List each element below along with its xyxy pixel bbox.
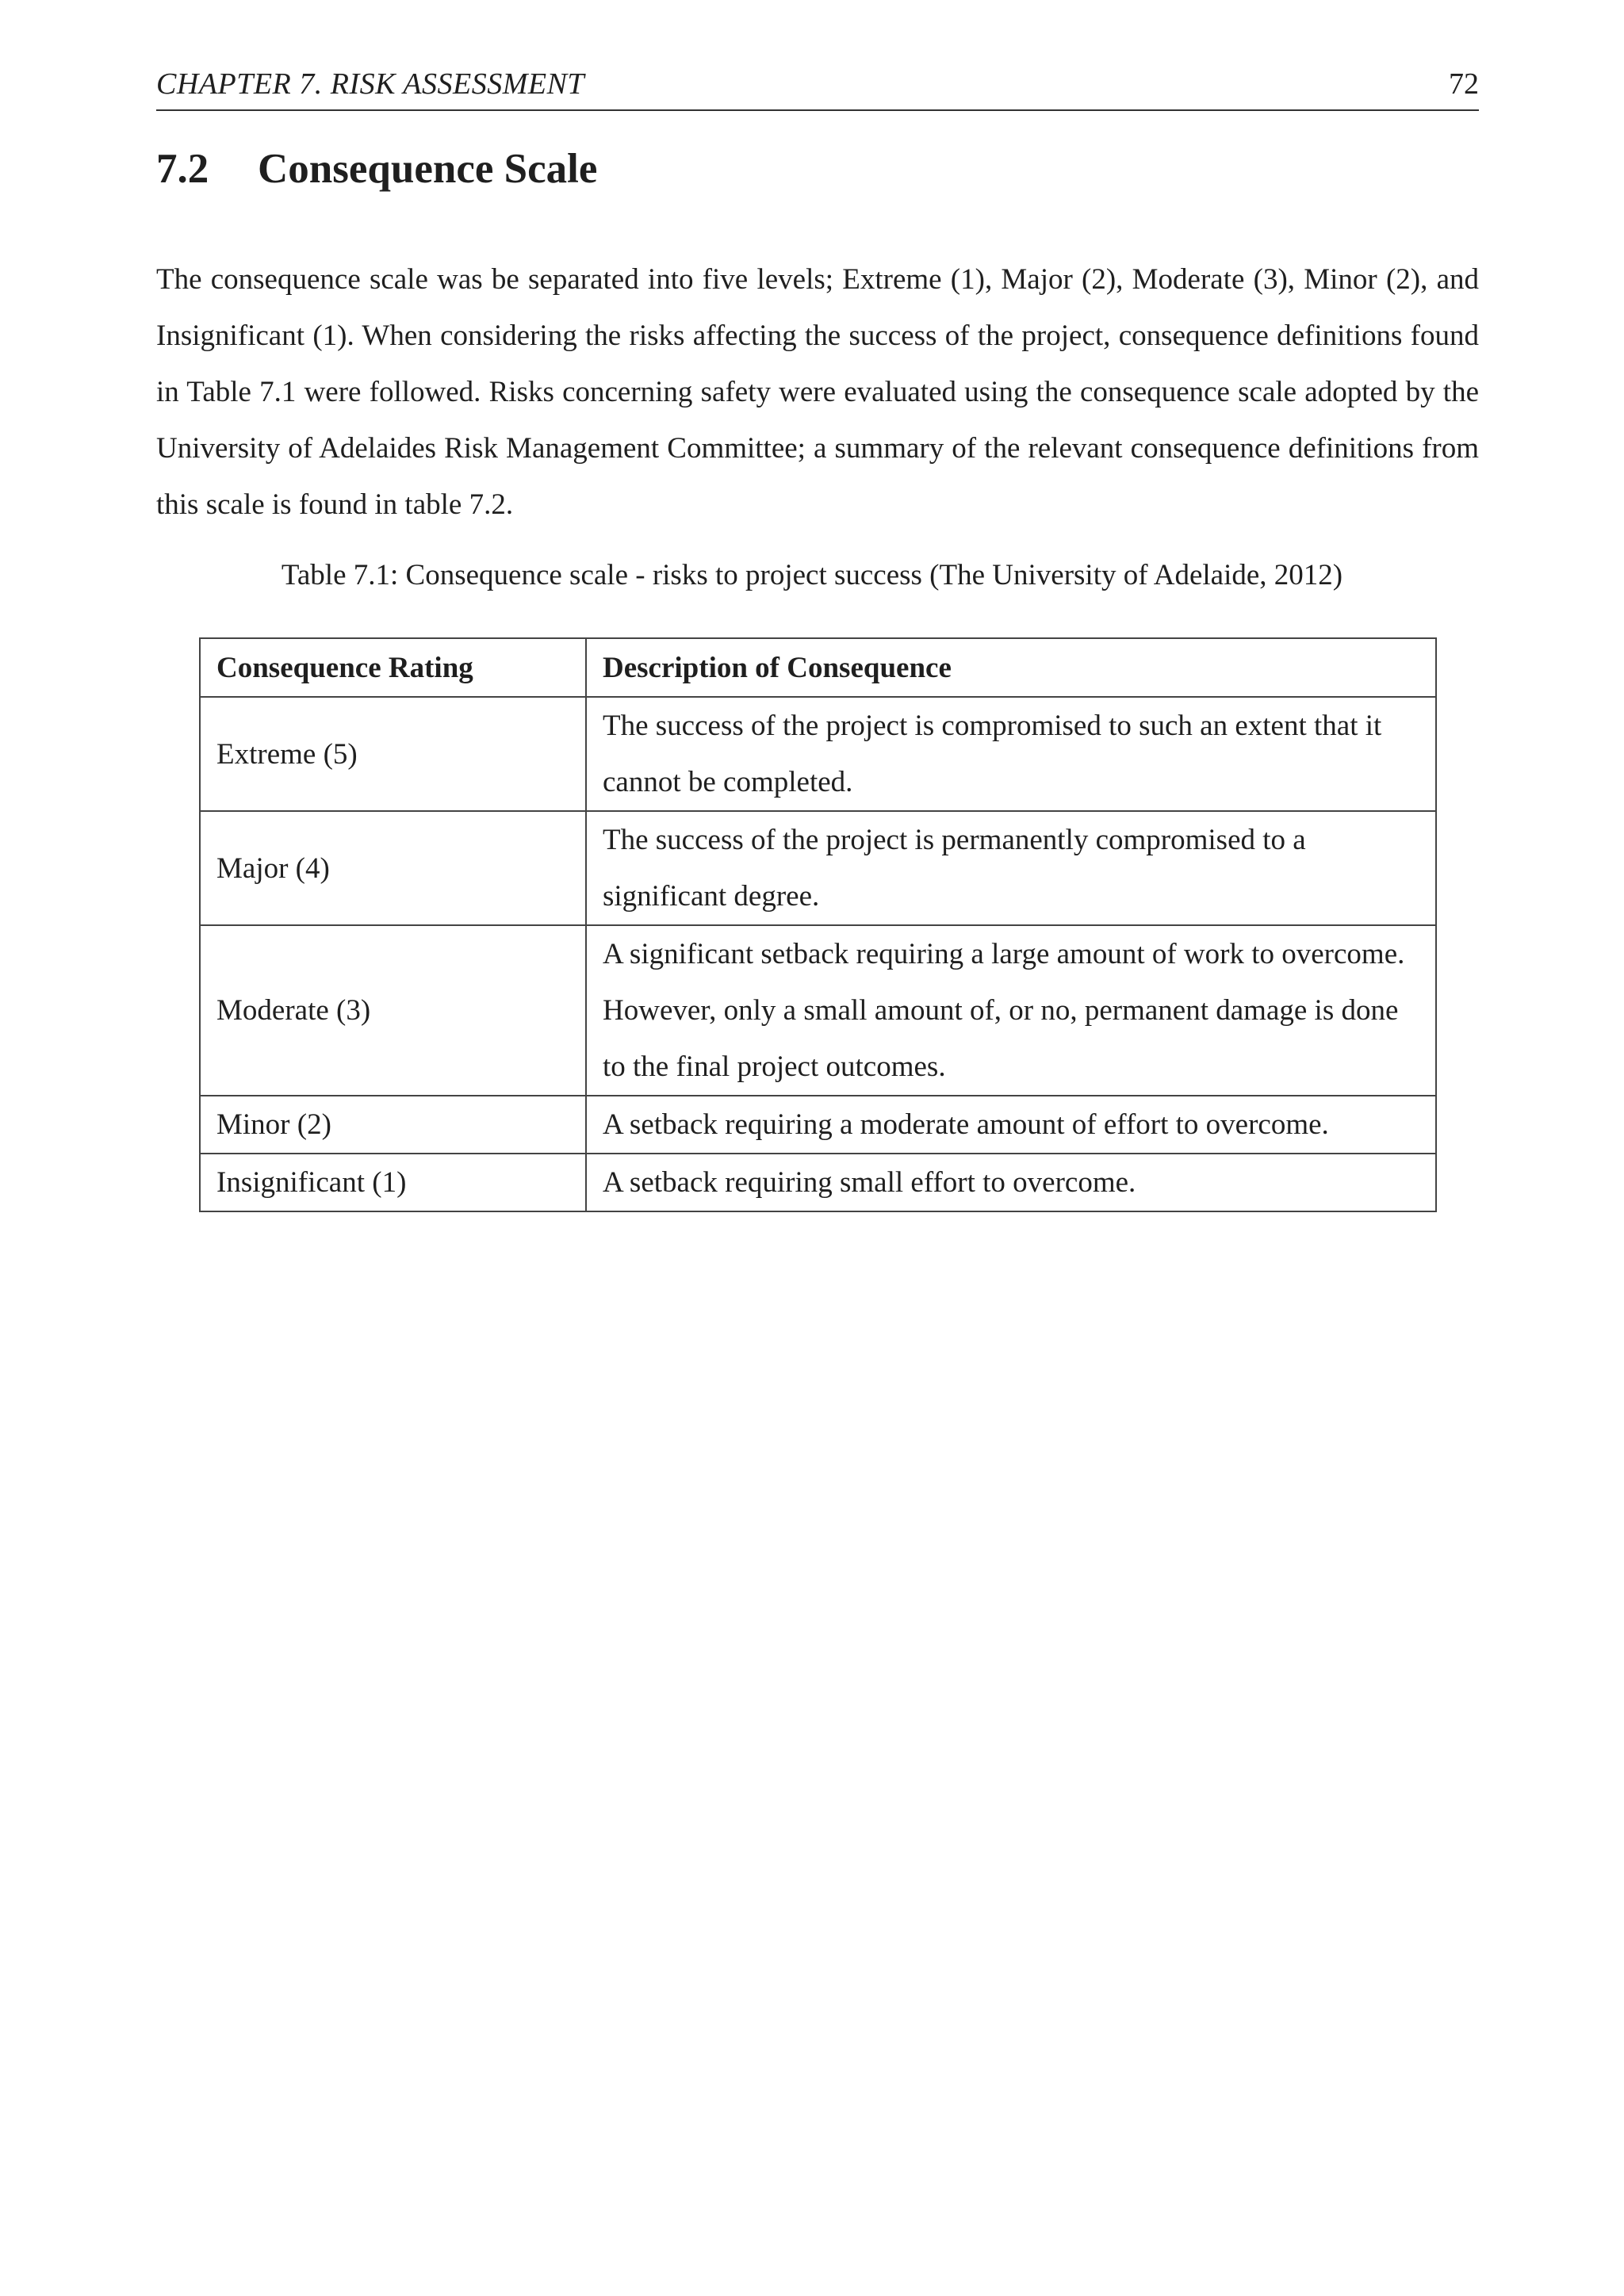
table-row [200,697,1436,811]
table-row [200,1154,1436,1211]
running-header [156,60,1479,111]
description-cell: The success of the project is compromised to such an extent that it cannot be completed. [586,697,1436,811]
section-heading [156,145,597,193]
description-cell: A significant setback requiring a large amount of work to overcome. However, only a small amount of, or no, permanent damage is done to the final project outcomes. [586,925,1436,1096]
chapter-title: CHAPTER 7. RISK ASSESSMENT [156,67,585,101]
table-row [200,811,1436,925]
table-row [200,1096,1436,1154]
section-number: 7.2 [156,146,209,192]
rating-cell: Moderate (3) [200,925,586,1096]
table-row [200,925,1436,1096]
rating-cell: Minor (2) [200,1096,586,1154]
rating-cell: Extreme (5) [200,697,586,811]
body-paragraph: The consequence scale was be separated into five levels; Extreme (1), Major (2), Moderate (3), Minor (2), and Insignificant (1). When considering the risks affecting the success of the project, consequence definitions found in Table 7.1 were followed. Risks concerning safety were evaluated using the consequence scale adopted by the University of Adelaides Risk Management Committee; a summary of the relevant consequence definitions from this scale is found in table 7.2. [156,263,1479,521]
section-title: Consequence Scale [258,146,598,192]
description-cell: The success of the project is permanently compromised to a significant degree. [586,811,1436,925]
column-header-rating: Consequence Rating [200,638,586,697]
rating-cell: Major (4) [200,811,586,925]
description-cell: A setback requiring small effort to overcome. [586,1154,1436,1211]
consequence-table [199,637,1437,1212]
description-cell: A setback requiring a moderate amount of effort to overcome. [586,1096,1436,1154]
rating-cell: Insignificant (1) [200,1154,586,1211]
column-header-description: Description of Consequence [586,638,1436,697]
table-caption: Table 7.1: Consequence scale - risks to project success (The University of Adelaide, 2012) [281,559,1343,591]
table-header-row [200,638,1436,697]
page-number: 72 [1449,67,1479,101]
